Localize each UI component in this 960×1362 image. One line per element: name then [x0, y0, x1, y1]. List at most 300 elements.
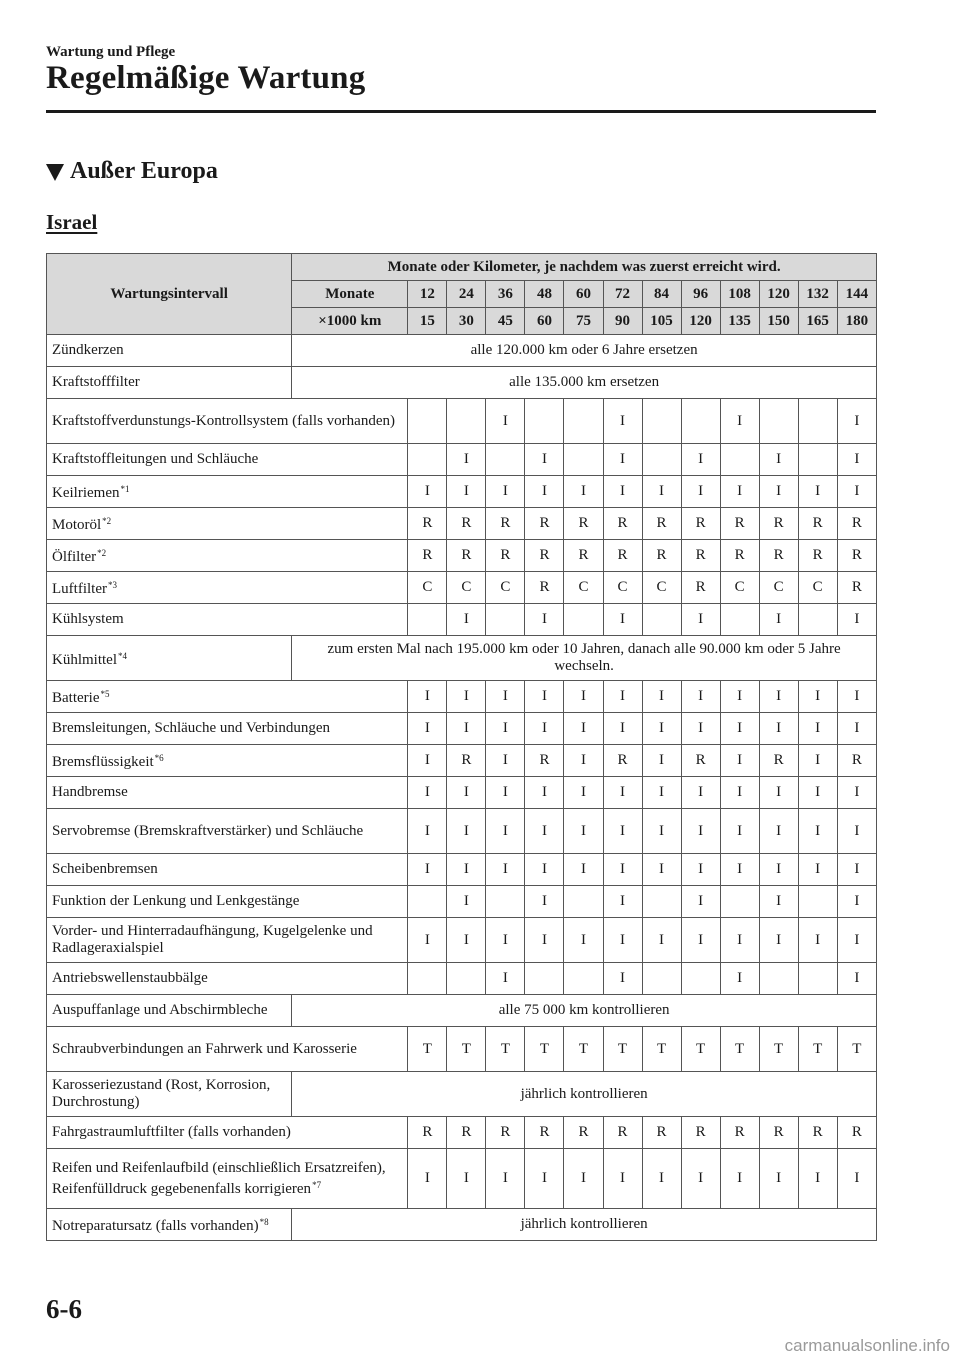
schedule-cell	[759, 963, 798, 995]
schedule-cell: I	[447, 918, 486, 963]
schedule-cell: R	[759, 745, 798, 777]
schedule-cell	[564, 886, 603, 918]
month-header-cell: 36	[486, 281, 525, 308]
schedule-cell	[564, 444, 603, 476]
schedule-cell: R	[525, 1117, 564, 1149]
table-row	[47, 1027, 877, 1072]
schedule-cell	[798, 604, 837, 636]
schedule-cell: R	[798, 540, 837, 572]
row-item-name	[47, 540, 408, 572]
schedule-cell: T	[720, 1027, 759, 1072]
row-item-name	[47, 995, 292, 1027]
table-row	[47, 995, 877, 1027]
row-item-name	[47, 886, 408, 918]
section-heading	[46, 158, 218, 185]
schedule-cell: I	[837, 1149, 876, 1209]
schedule-cell: I	[603, 854, 642, 886]
schedule-cell: I	[486, 963, 525, 995]
row-item-name	[47, 636, 292, 681]
row-item-label: Scheibenbremsen	[52, 861, 158, 877]
schedule-cell: I	[720, 854, 759, 886]
row-item-name	[47, 399, 408, 444]
schedule-cell: R	[525, 572, 564, 604]
schedule-cell: I	[525, 886, 564, 918]
month-header-cell: 108	[720, 281, 759, 308]
schedule-cell	[642, 886, 681, 918]
table-row	[47, 809, 877, 854]
schedule-cell: R	[798, 1117, 837, 1149]
row-item-name	[47, 963, 408, 995]
schedule-cell: I	[642, 1149, 681, 1209]
schedule-cell: T	[408, 1027, 447, 1072]
row-item-label: Keilriemen	[52, 485, 120, 501]
schedule-cell: I	[642, 918, 681, 963]
schedule-cell	[720, 886, 759, 918]
footnote-marker: *7	[312, 1179, 322, 1190]
row-item-name	[47, 1072, 292, 1117]
footnote-marker: *2	[102, 516, 112, 526]
schedule-cell: I	[525, 444, 564, 476]
row-item-label: Kraftstoffverdunstungs-Kontrollsystem (falls vorhanden)	[52, 412, 395, 429]
schedule-cell: R	[681, 540, 720, 572]
schedule-cell: I	[759, 1149, 798, 1209]
row-item-name	[47, 604, 408, 636]
interval-label: Wartungsintervall	[47, 254, 292, 335]
schedule-cell: I	[837, 713, 876, 745]
schedule-cell: I	[603, 777, 642, 809]
month-header-cell: 12	[408, 281, 447, 308]
table-row	[47, 1117, 877, 1149]
schedule-cell: I	[486, 745, 525, 777]
schedule-cell: R	[681, 572, 720, 604]
schedule-cell: R	[486, 508, 525, 540]
footnote-marker: *8	[259, 1217, 269, 1227]
schedule-cell: I	[720, 745, 759, 777]
row-item-name	[47, 1117, 408, 1149]
schedule-cell: I	[486, 399, 525, 444]
row-item-name	[47, 1149, 408, 1209]
schedule-cell: C	[759, 572, 798, 604]
schedule-cell	[447, 963, 486, 995]
schedule-cell: I	[525, 854, 564, 886]
header-note: Monate oder Kilometer, je nachdem was zuerst erreicht wird.	[292, 254, 877, 281]
schedule-cell: I	[798, 713, 837, 745]
schedule-cell: I	[759, 713, 798, 745]
table-row	[47, 886, 877, 918]
row-item-name	[47, 444, 408, 476]
schedule-cell	[447, 399, 486, 444]
schedule-cell: I	[486, 854, 525, 886]
schedule-cell: I	[798, 777, 837, 809]
schedule-cell: I	[642, 681, 681, 713]
row-note: alle 75 000 km kontrollieren	[292, 995, 877, 1027]
row-note: zum ersten Mal nach 195.000 km oder 10 Jahren, danach alle 90.000 km oder 5 Jahre wechseln.	[292, 636, 877, 681]
schedule-cell: R	[564, 540, 603, 572]
month-header-cell: 48	[525, 281, 564, 308]
schedule-cell: R	[447, 540, 486, 572]
row-item-label: Funktion der Lenkung und Lenkgestänge	[52, 893, 300, 909]
schedule-cell: I	[681, 854, 720, 886]
schedule-cell: I	[642, 809, 681, 854]
month-header-cell: 96	[681, 281, 720, 308]
schedule-cell: R	[837, 572, 876, 604]
schedule-cell: C	[564, 572, 603, 604]
row-item-name	[47, 681, 408, 713]
schedule-cell: R	[759, 540, 798, 572]
schedule-cell: I	[837, 963, 876, 995]
schedule-cell: I	[720, 476, 759, 508]
schedule-cell: T	[603, 1027, 642, 1072]
km-header-cell: 90	[603, 308, 642, 335]
table-row	[47, 335, 877, 367]
schedule-cell: I	[525, 476, 564, 508]
schedule-cell: I	[837, 681, 876, 713]
table-row	[47, 636, 877, 681]
row-item-name	[47, 367, 292, 399]
schedule-cell: I	[681, 476, 720, 508]
schedule-cell: R	[720, 1117, 759, 1149]
month-header-cell: 144	[837, 281, 876, 308]
schedule-cell: T	[486, 1027, 525, 1072]
schedule-cell: I	[603, 681, 642, 713]
row-item-name	[47, 809, 408, 854]
schedule-cell: I	[720, 918, 759, 963]
schedule-cell	[408, 963, 447, 995]
schedule-cell	[798, 444, 837, 476]
schedule-cell: I	[759, 777, 798, 809]
schedule-cell: I	[447, 681, 486, 713]
footnote-marker: *5	[100, 689, 110, 699]
table-row	[47, 745, 877, 777]
km-header-cell: 45	[486, 308, 525, 335]
schedule-cell: I	[603, 444, 642, 476]
table-row	[47, 604, 877, 636]
row-item-label: Auspuffanlage und Abschirmbleche	[52, 1002, 268, 1018]
schedule-cell: I	[525, 918, 564, 963]
km-header-cell: 60	[525, 308, 564, 335]
schedule-cell: I	[486, 809, 525, 854]
table-row	[47, 476, 877, 508]
month-header-cell: 84	[642, 281, 681, 308]
schedule-cell: R	[720, 540, 759, 572]
table-row	[47, 540, 877, 572]
schedule-cell: R	[837, 540, 876, 572]
schedule-cell	[486, 444, 525, 476]
footnote-marker: *6	[154, 753, 164, 763]
schedule-cell: I	[486, 777, 525, 809]
schedule-cell	[408, 886, 447, 918]
schedule-cell	[525, 963, 564, 995]
schedule-cell: R	[642, 540, 681, 572]
schedule-cell: I	[681, 886, 720, 918]
schedule-cell	[642, 399, 681, 444]
table-row	[47, 508, 877, 540]
schedule-cell: R	[759, 508, 798, 540]
row-item-name	[47, 572, 408, 604]
schedule-cell: I	[408, 745, 447, 777]
schedule-cell: R	[408, 1117, 447, 1149]
schedule-cell: I	[603, 713, 642, 745]
schedule-cell: R	[447, 745, 486, 777]
schedule-cell: R	[681, 745, 720, 777]
schedule-cell: I	[837, 918, 876, 963]
km-header-cell: 180	[837, 308, 876, 335]
km-header-cell: 135	[720, 308, 759, 335]
table-row	[47, 1149, 877, 1209]
schedule-cell: R	[837, 1117, 876, 1149]
schedule-cell	[564, 963, 603, 995]
schedule-cell: I	[720, 777, 759, 809]
schedule-cell: I	[720, 681, 759, 713]
row-item-label: Bremsflüssigkeit	[52, 754, 154, 770]
schedule-cell: I	[486, 476, 525, 508]
schedule-cell: I	[447, 854, 486, 886]
schedule-cell: I	[642, 476, 681, 508]
schedule-cell: T	[447, 1027, 486, 1072]
schedule-cell	[564, 399, 603, 444]
schedule-cell	[798, 399, 837, 444]
schedule-cell: I	[525, 681, 564, 713]
month-header-cell: 60	[564, 281, 603, 308]
row-item-label: Schraubverbindungen an Fahrwerk und Karosserie	[52, 1040, 357, 1057]
schedule-cell: I	[759, 918, 798, 963]
schedule-cell	[408, 444, 447, 476]
schedule-cell	[408, 399, 447, 444]
schedule-cell	[759, 399, 798, 444]
schedule-cell: I	[525, 1149, 564, 1209]
schedule-cell: I	[447, 1149, 486, 1209]
month-header-cell: 24	[447, 281, 486, 308]
schedule-cell: I	[525, 809, 564, 854]
row-item-name	[47, 476, 408, 508]
footnote-marker: *3	[107, 580, 117, 590]
schedule-cell: I	[720, 963, 759, 995]
schedule-cell: I	[681, 809, 720, 854]
schedule-cell: I	[681, 444, 720, 476]
months-label: Monate	[292, 281, 408, 308]
schedule-cell: R	[603, 745, 642, 777]
schedule-cell: R	[564, 508, 603, 540]
schedule-cell: I	[603, 886, 642, 918]
schedule-cell: I	[681, 604, 720, 636]
schedule-cell: I	[798, 1149, 837, 1209]
schedule-cell: I	[408, 713, 447, 745]
row-item-label: Kühlmittel	[52, 651, 117, 668]
triangle-down-icon	[46, 164, 64, 181]
schedule-cell: I	[603, 963, 642, 995]
row-note: jährlich kontrollieren	[292, 1209, 877, 1241]
row-note: alle 120.000 km oder 6 Jahre ersetzen	[292, 335, 877, 367]
schedule-cell: I	[564, 918, 603, 963]
row-item-name	[47, 335, 292, 367]
footnote-marker: *1	[120, 484, 130, 494]
schedule-cell: C	[447, 572, 486, 604]
schedule-cell: I	[720, 713, 759, 745]
schedule-cell: R	[720, 508, 759, 540]
schedule-cell	[564, 604, 603, 636]
schedule-cell	[681, 963, 720, 995]
table-row	[47, 963, 877, 995]
schedule-cell: C	[720, 572, 759, 604]
footnote-marker: *4	[118, 650, 127, 661]
schedule-cell: R	[447, 508, 486, 540]
schedule-cell: I	[837, 886, 876, 918]
schedule-cell: R	[447, 1117, 486, 1149]
schedule-cell: I	[759, 681, 798, 713]
schedule-cell: I	[564, 713, 603, 745]
schedule-cell: R	[486, 540, 525, 572]
schedule-cell	[720, 604, 759, 636]
schedule-cell: I	[408, 1149, 447, 1209]
schedule-cell: I	[603, 809, 642, 854]
schedule-cell: R	[408, 508, 447, 540]
schedule-cell: I	[564, 1149, 603, 1209]
schedule-cell: I	[408, 809, 447, 854]
schedule-cell: R	[798, 508, 837, 540]
schedule-cell: I	[564, 681, 603, 713]
schedule-cell: R	[525, 508, 564, 540]
schedule-cell: I	[837, 777, 876, 809]
schedule-cell: R	[564, 1117, 603, 1149]
schedule-cell: I	[837, 809, 876, 854]
chapter-title: Wartung und Pflege	[46, 44, 176, 60]
schedule-cell: I	[447, 777, 486, 809]
schedule-cell: T	[837, 1027, 876, 1072]
row-note: alle 135.000 km ersetzen	[292, 367, 877, 399]
schedule-cell: I	[525, 713, 564, 745]
schedule-cell: R	[603, 1117, 642, 1149]
schedule-cell: R	[603, 540, 642, 572]
schedule-cell: I	[837, 854, 876, 886]
schedule-cell: I	[564, 745, 603, 777]
schedule-cell: I	[408, 918, 447, 963]
schedule-cell: I	[759, 604, 798, 636]
schedule-cell	[681, 399, 720, 444]
schedule-cell: I	[837, 399, 876, 444]
schedule-cell: R	[681, 508, 720, 540]
schedule-cell: I	[837, 604, 876, 636]
row-item-label: Servobremse (Bremskraftverstärker) und Schläuche	[52, 822, 364, 839]
row-item-label: Ölfilter	[52, 549, 97, 565]
schedule-cell: I	[525, 777, 564, 809]
row-item-label: Kraftstofffilter	[52, 374, 140, 390]
schedule-cell: I	[564, 809, 603, 854]
schedule-cell	[720, 444, 759, 476]
schedule-cell: C	[408, 572, 447, 604]
schedule-cell: T	[759, 1027, 798, 1072]
schedule-cell: I	[798, 745, 837, 777]
schedule-cell: C	[642, 572, 681, 604]
schedule-cell: I	[642, 745, 681, 777]
schedule-cell: I	[603, 1149, 642, 1209]
schedule-cell: C	[603, 572, 642, 604]
table-row	[47, 777, 877, 809]
schedule-cell: R	[759, 1117, 798, 1149]
month-header-cell: 120	[759, 281, 798, 308]
schedule-cell: I	[642, 854, 681, 886]
schedule-cell: T	[642, 1027, 681, 1072]
month-header-cell: 132	[798, 281, 837, 308]
row-item-label: Notreparatursatz (falls vorhanden)	[52, 1218, 259, 1234]
schedule-cell	[798, 886, 837, 918]
schedule-cell: I	[564, 777, 603, 809]
schedule-cell: I	[447, 604, 486, 636]
schedule-cell: I	[447, 713, 486, 745]
row-note: jährlich kontrollieren	[292, 1072, 877, 1117]
table-row	[47, 572, 877, 604]
schedule-cell: I	[720, 399, 759, 444]
schedule-cell: I	[681, 777, 720, 809]
page-number: 6-6	[46, 1294, 82, 1324]
km-header-cell: 150	[759, 308, 798, 335]
page-title: Regelmäßige Wartung	[46, 60, 366, 96]
schedule-cell: I	[798, 918, 837, 963]
schedule-cell: I	[603, 918, 642, 963]
schedule-cell: T	[525, 1027, 564, 1072]
schedule-cell: I	[720, 1149, 759, 1209]
row-item-name	[47, 854, 408, 886]
row-item-label: Kühlsystem	[52, 611, 124, 627]
schedule-cell: I	[486, 918, 525, 963]
schedule-cell: R	[837, 745, 876, 777]
table-row	[47, 399, 877, 444]
schedule-cell: I	[759, 444, 798, 476]
schedule-cell: C	[486, 572, 525, 604]
table-row	[47, 1209, 877, 1241]
schedule-cell: I	[759, 809, 798, 854]
schedule-cell: R	[525, 745, 564, 777]
watermark: carmanualsonline.info	[784, 1336, 950, 1355]
km-header-cell: 75	[564, 308, 603, 335]
schedule-cell: I	[447, 886, 486, 918]
table-row	[47, 1072, 877, 1117]
row-item-label: Luftfilter	[52, 581, 107, 597]
month-header-cell: 72	[603, 281, 642, 308]
row-item-label: Fahrgastraumluftfilter (falls vorhanden)	[52, 1124, 291, 1140]
km-header-cell: 165	[798, 308, 837, 335]
schedule-cell: I	[564, 476, 603, 508]
title-divider	[46, 110, 876, 113]
schedule-cell: T	[681, 1027, 720, 1072]
row-item-label: Antriebswellenstaubbälge	[52, 970, 208, 986]
schedule-cell: I	[642, 777, 681, 809]
schedule-cell: R	[486, 1117, 525, 1149]
schedule-cell: I	[681, 713, 720, 745]
schedule-cell: I	[798, 809, 837, 854]
row-item-label: Vorder- und Hinterradaufhängung, Kugelgelenke und Radlageraxialspiel	[52, 923, 373, 956]
schedule-cell: I	[408, 681, 447, 713]
schedule-cell	[486, 886, 525, 918]
schedule-cell: R	[603, 508, 642, 540]
table-row	[47, 444, 877, 476]
row-item-label: Bremsleitungen, Schläuche und Verbindungen	[52, 720, 330, 736]
schedule-cell: I	[837, 476, 876, 508]
km-header-cell: 15	[408, 308, 447, 335]
schedule-cell: I	[798, 681, 837, 713]
table-row	[47, 918, 877, 963]
schedule-cell: T	[564, 1027, 603, 1072]
schedule-cell: I	[408, 854, 447, 886]
row-item-label: Batterie	[52, 690, 100, 706]
table-row	[47, 681, 877, 713]
row-item-name	[47, 1027, 408, 1072]
schedule-cell: I	[486, 681, 525, 713]
footnote-marker: *2	[97, 548, 107, 558]
schedule-cell: I	[720, 809, 759, 854]
row-item-name	[47, 777, 408, 809]
schedule-cell: C	[798, 572, 837, 604]
row-item-label: Karosseriezustand (Rost, Korrosion, Durchrostung)	[52, 1077, 271, 1110]
